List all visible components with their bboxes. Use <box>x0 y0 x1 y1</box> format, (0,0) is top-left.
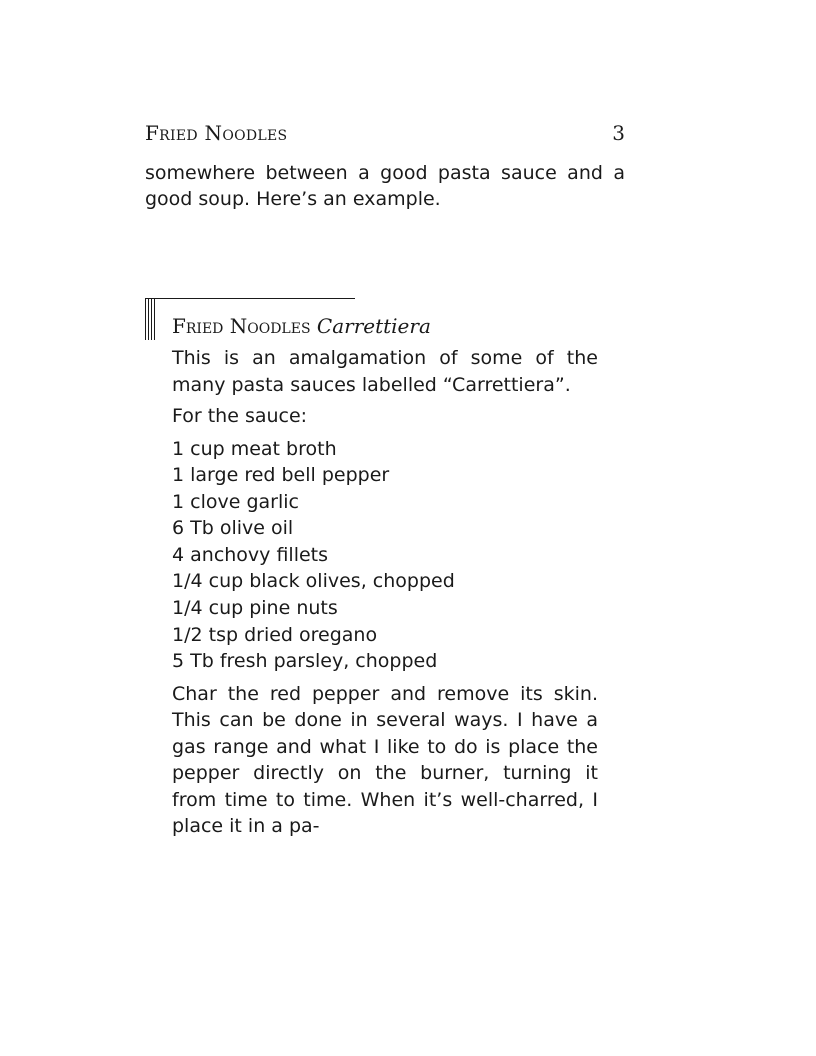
page-number: 3 <box>612 121 625 145</box>
intro-paragraph: somewhere between a good pasta sauce and a good soup. Here’s an example. <box>145 162 625 210</box>
frame-rule-3 <box>151 298 152 340</box>
ingredient-item: 5 Tb fresh parsley, chopped <box>172 650 438 673</box>
method-paragraph: Char the red pepper and remove its skin. This can be done in several ways. I have a gas range and what I like to do is place the pepper directly on the burner, turning it from time to time. When it’s well-charred, I place it in a pa- <box>172 682 598 838</box>
recipe-title-main: Fried Noodles <box>172 314 311 338</box>
ingredient-item: 1 cup meat broth <box>172 437 337 460</box>
ingredient-item: 1 large red bell pepper <box>172 464 390 487</box>
ingredient-item: 1 clove garlic <box>172 490 299 513</box>
ingredient-list <box>172 436 598 675</box>
ingredient-item: 1/4 cup black olives, chopped <box>172 570 455 593</box>
recipe-title <box>172 310 598 342</box>
frame-rule-1 <box>145 298 146 340</box>
sauce-heading: For the sauce: <box>172 405 308 427</box>
running-head-title: Fried Noodles <box>145 121 288 145</box>
ingredient-item: 6 Tb olive oil <box>172 517 294 540</box>
ingredient-item: 1/2 tsp dried oregano <box>172 623 378 646</box>
frame-rule-2 <box>148 298 149 340</box>
recipe-block <box>172 310 598 840</box>
recipe-title-variant: Carrettiera <box>316 314 431 338</box>
ingredient-item: 1/4 cup pine nuts <box>172 597 338 620</box>
frame-rule-4 <box>154 298 155 340</box>
ingredient-item: 4 anchovy fillets <box>172 543 329 566</box>
running-head <box>145 119 625 147</box>
recipe-description: This is an amalgamation of some of the many pasta sauces labelled “Carrettiera”. <box>172 347 598 396</box>
frame-top-rule <box>145 298 355 299</box>
